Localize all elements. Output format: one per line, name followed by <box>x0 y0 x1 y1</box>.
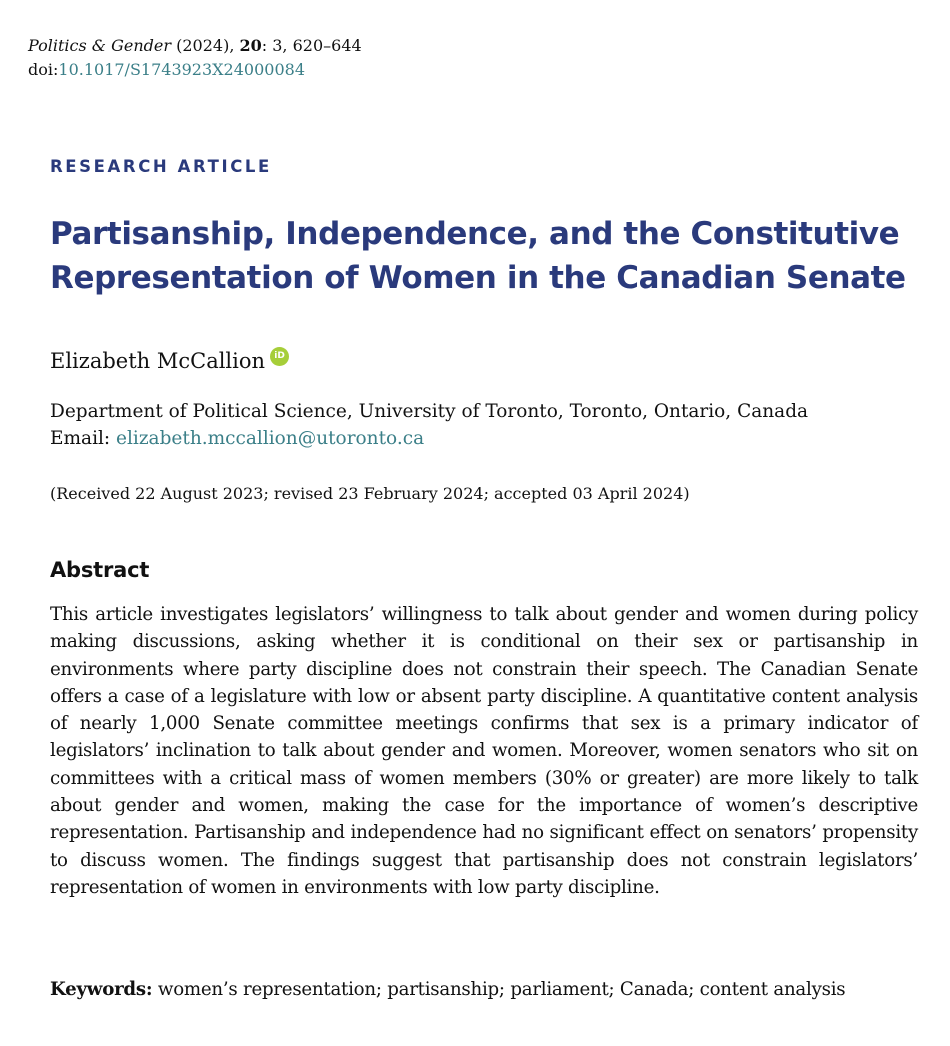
citation-issue-pages: : 3, 620–644 <box>261 36 362 55</box>
citation-year: (2024), <box>171 36 240 55</box>
abstract-heading: Abstract <box>50 558 150 582</box>
author-line <box>50 347 289 375</box>
citation-volume: 20 <box>239 36 262 55</box>
email-label: Email: <box>50 428 117 449</box>
email-line <box>50 425 808 452</box>
doi-link[interactable]: 10.1017/S1743923X24000084 <box>58 60 305 79</box>
article-type-label: RESEARCH ARTICLE <box>50 157 272 176</box>
citation-line <box>28 34 362 58</box>
keywords-line <box>50 976 930 1003</box>
doi-prefix: doi: <box>28 60 59 79</box>
affiliation-department: Department of Political Science, University of Toronto, Toronto, Ontario, Canada <box>50 401 809 422</box>
keywords-list: women’s representation; partisanship; parliament; Canada; content analysis <box>152 979 846 1000</box>
keywords-label: Keywords: <box>50 979 153 1000</box>
email-link[interactable]: elizabeth.mccallion@utoronto.ca <box>116 428 425 449</box>
doi-line <box>28 58 362 82</box>
journal-name: Politics & Gender <box>28 36 172 55</box>
article-title: Partisanship, Independence, and the Constitutive Representation of Women in the Canadian Senate <box>50 216 906 296</box>
submission-history: (Received 22 August 2023; revised 23 February 2024; accepted 03 April 2024) <box>50 484 690 503</box>
affiliation-block <box>50 398 808 452</box>
author-name: Elizabeth McCallion <box>50 349 266 373</box>
citation-block <box>28 34 362 82</box>
orcid-icon[interactable]: iD <box>270 347 289 366</box>
abstract-text: This article investigates legislators’ willingness to talk about gender and women during policy making discussions, asking whether it is conditional on their sex or partisanship in environments where party discipline does not constrain their speech. The Canadian Senate offers a case of a legislature with low or absent party discipline. A quantitative content analysis of nearly 1,000 Senate committee meetings confirms that sex is a primary indicator of legislators’ inclination to talk about gender and women. Moreover, women senators who sit on committees with a critical mass of women members (30% or greater) are more likely to talk about gender and women, making the case for the importance of women’s descriptive representation. Partisanship and independence had no significant effect on senators’ propensity to discuss women. The findings suggest that partisanship does not constrain legislators’ representation of women in environments with low party discipline. <box>50 604 918 898</box>
